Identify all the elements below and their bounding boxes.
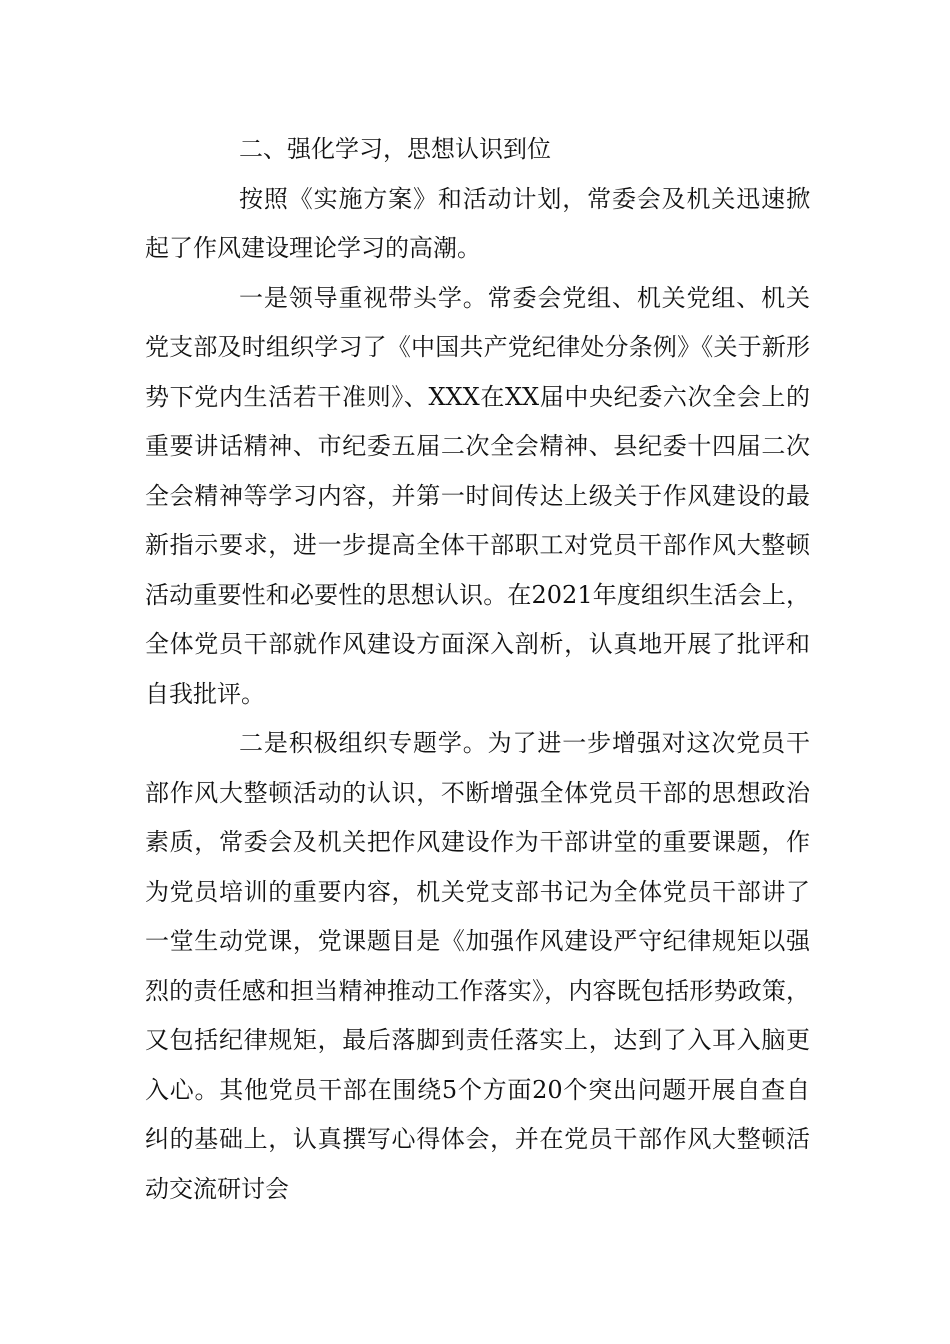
- document-body: [145, 125, 810, 1214]
- paragraph-intro: 按照《实施方案》和活动计划，常委会及机关迅速掀起了作风建设理论学习的高潮。: [145, 184, 810, 262]
- paragraph-leadership-study: 一是领导重视带头学。常委会党组、机关党组、机关党支部及时组织学习了《中国共产党纪律处分条例》《关于新形势下党内生活若干准则》、XXX在XX届中央纪委六次全会上的重要讲话精神、市纪委五届二次全会精神、县纪委十四届二次全会精神等学习内容，并第一时间传达上级关于作风建设的最新指示要求，进一步提高全体干部职工对党员干部作风大整顿活动重要性和必要性的思想认识。在2021年度组织生活会上，全体党员干部就作风建设方面深入剖析，认真地开展了批评和自我批评。: [145, 283, 810, 708]
- paragraph-special-study: 二是积极组织专题学。为了进一步增强对这次党员干部作风大整顿活动的认识，不断增强全体党员干部的思想政治素质，常委会及机关把作风建设作为干部讲堂的重要课题，作为党员培训的重要内容，机关党支部书记为全体党员干部讲了一堂生动党课，党课题目是《加强作风建设严守纪律规矩以强烈的责任感和担当精神推动工作落实》，内容既包括形势政策，又包括纪律规矩，最后落脚到责任落实上，达到了入耳入脑更入心。其他党员干部在围绕5个方面20个突出问题开展自查自纠的基础上，认真撰写心得体会，并在党员干部作风大整顿活动交流研讨会: [145, 729, 810, 1203]
- section-heading: 二、强化学习，思想认识到位: [239, 135, 551, 163]
